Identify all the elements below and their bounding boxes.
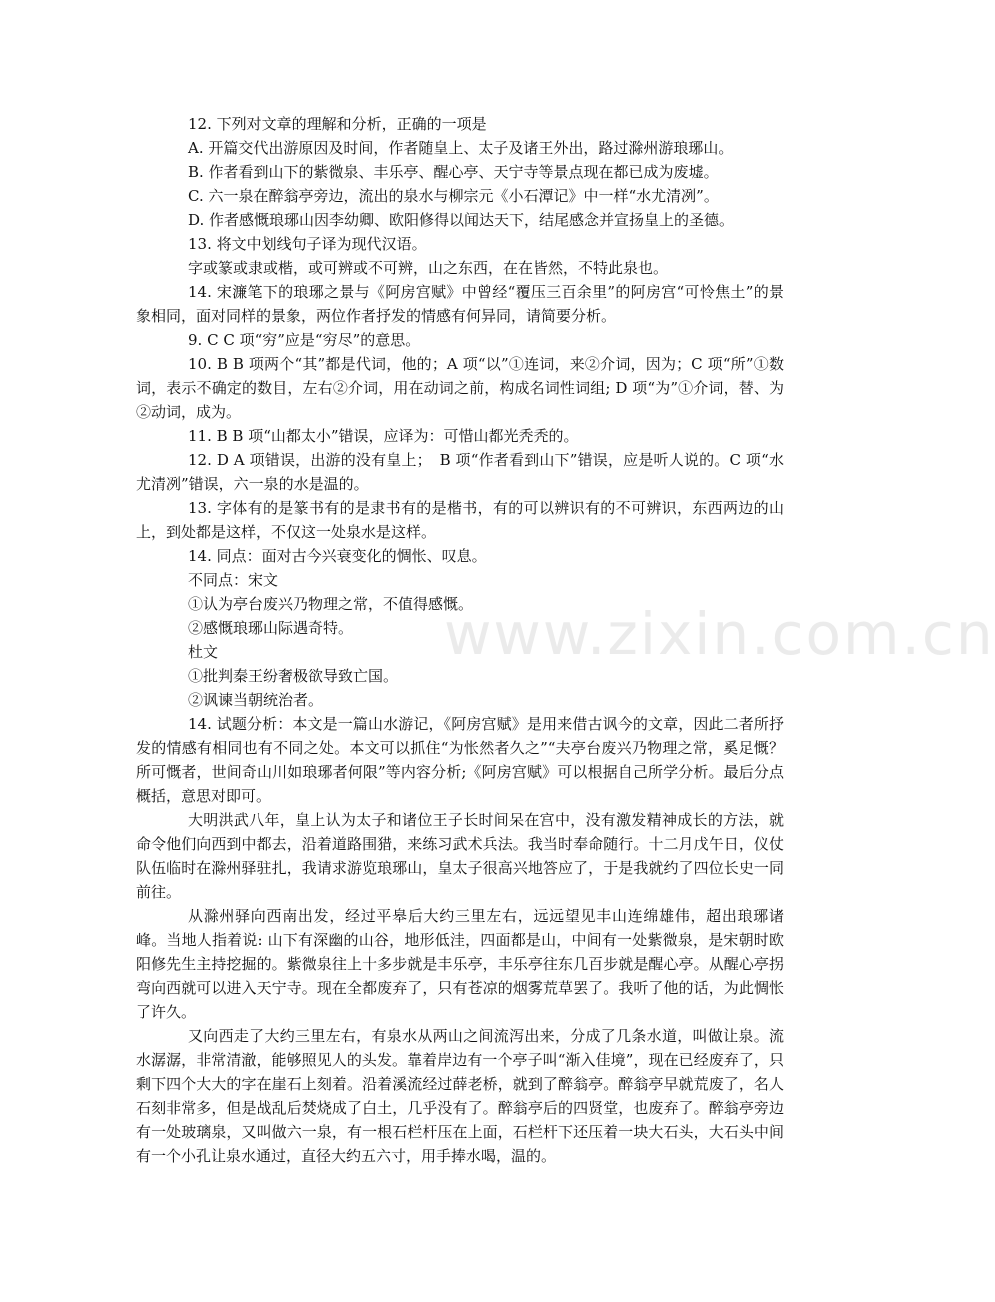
paragraph: ②讽谏当朝统治者。 bbox=[188, 691, 324, 709]
paragraph: 11. B B 项“山都太小”错误，应译为：可惜山都光秃秃的。 bbox=[188, 427, 579, 445]
paragraph: D. 作者感慨琅琊山因李幼卿、欧阳修得以闻达天下，结尾感念并宣扬皇上的圣德。 bbox=[188, 211, 735, 229]
paragraph: 不同点：宋文 bbox=[188, 571, 279, 589]
paragraph: A. 开篇交代出游原因及时间，作者随皇上、太子及诸王外出，路过滁州游琅琊山。 bbox=[188, 139, 734, 157]
paragraph: 14. 试题分析：本文是一篇山水游记，《阿房宫赋》是用来借古讽今的文章，因此二者所抒发的情感有相同也有不同之处。本文可以抓住“为怅然者久之”“夫亭台废兴乃物理之常，奚足慨？所可慨者，世间奇山川如琅琊者何限”等内容分析;《阿房宫赋》可以根据自己所学分析。最后分点概括，意思对即可。 bbox=[136, 715, 784, 805]
paragraph: 10. B B 项两个“其”都是代词，他的；A 项“以”①连词，来②介词，因为；C 项“所”①数词，表示不确定的数目，左右②介词，用在动词之前，构成名词性词组; D 项“为”①介词，替、为②动词，成为。 bbox=[136, 355, 784, 421]
paragraph: 13. 将文中划线句子译为现代汉语。 bbox=[188, 235, 427, 253]
watermark: www.zixin.com.cn bbox=[444, 600, 995, 668]
paragraph: 13. 字体有的是篆书有的是隶书有的是楷书，有的可以辨识有的不可辨识，东西两边的山上，到处都是这样，不仅这一处泉水是这样。 bbox=[136, 499, 784, 541]
paragraph: C. 六一泉在醉翁亭旁边，流出的泉水与柳宗元《小石潭记》中一样“水尤清冽”。 bbox=[188, 187, 719, 205]
paragraph: ②感慨琅琊山际遇奇特。 bbox=[188, 619, 354, 637]
paragraph: 9. C C 项“穷”应是“穷尽”的意思。 bbox=[188, 331, 421, 349]
paragraph: 14. 宋濂笔下的琅琊之景与《阿房宫赋》中曾经“覆压三百余里”的阿房宫“可怜焦土”的景象相同，面对同样的景象，两位作者抒发的情感有何异同，请简要分析。 bbox=[136, 283, 784, 325]
paragraph: 12. 下列对文章的理解和分析，正确的一项是 bbox=[188, 115, 487, 133]
paragraph: 从滁州驿向西南出发，经过平皋后大约三里左右，远远望见丰山连绵雄伟，超出琅琊诸峰。当地人指着说: 山下有深幽的山谷，地形低洼，四面都是山，中间有一处紫微泉，是宋朝时欧阳修先生主持挖掘的。紫微泉往上十多步就是丰乐亭，丰乐亭往东几百步就是醒心亭。从醒心亭拐弯向西就可以进入天宁寺。现在全都废弃了，只有苍凉的烟雾荒草罢了。我听了他的话，为此惆怅了许久。 bbox=[136, 907, 784, 1021]
paragraph: 又向西走了大约三里左右，有泉水从两山之间流泻出来，分成了几条水道，叫做让泉。流水潺潺，非常清澈，能够照见人的头发。靠着岸边有一个亭子叫“渐入佳境”，现在已经废弃了，只剩下四个大大的字在崖石上刻着。沿着溪流经过薛老桥，就到了醉翁亭。醉翁亭早就荒废了，名人石刻非常多，但是战乱后焚烧成了白土，几乎没有了。醉翁亭后的四贤堂，也废弃了。醉翁亭旁边有一处玻璃泉，又叫做六一泉，有一根石栏杆压在上面，石栏杆下还压着一块大石头，大石头中间有一个小孔让泉水通过，直径大约五六寸，用手捧水喝，温的。 bbox=[136, 1027, 784, 1165]
paragraph: ①批判秦王纷奢极欲导致亡国。 bbox=[188, 667, 399, 685]
document-body bbox=[136, 112, 995, 1168]
paragraph: B. 作者看到山下的紫微泉、丰乐亭、醒心亭、天宁寺等景点现在都已成为废墟。 bbox=[188, 163, 719, 181]
paragraph: 14. 同点：面对古今兴衰变化的惆怅、叹息。 bbox=[188, 547, 487, 565]
paragraph: ①认为亭台废兴乃物理之常，不值得感慨。 bbox=[188, 595, 474, 613]
paragraph: 12. D A 项错误，出游的没有皇上； B 项“作者看到山下”错误，应是听人说的。C 项“水尤清冽”错误，六一泉的水是温的。 bbox=[136, 451, 784, 493]
paragraph: 大明洪武八年，皇上认为太子和诸位王子长时间呆在宫中，没有激发精神成长的方法，就命令他们向西到中都去，沿着道路围猎，来练习武术兵法。我当时奉命随行。十二月戊午日，仪仗队伍临时在滁州驿驻扎，我请求游览琅琊山，皇太子很高兴地答应了，于是我就约了四位长史一同前往。 bbox=[136, 811, 784, 901]
paragraph: 杜文 bbox=[188, 643, 219, 661]
paragraph: 字或篆或隶或楷，或可辨或不可辨，山之东西，在在皆然，不特此泉也。 bbox=[188, 259, 669, 277]
